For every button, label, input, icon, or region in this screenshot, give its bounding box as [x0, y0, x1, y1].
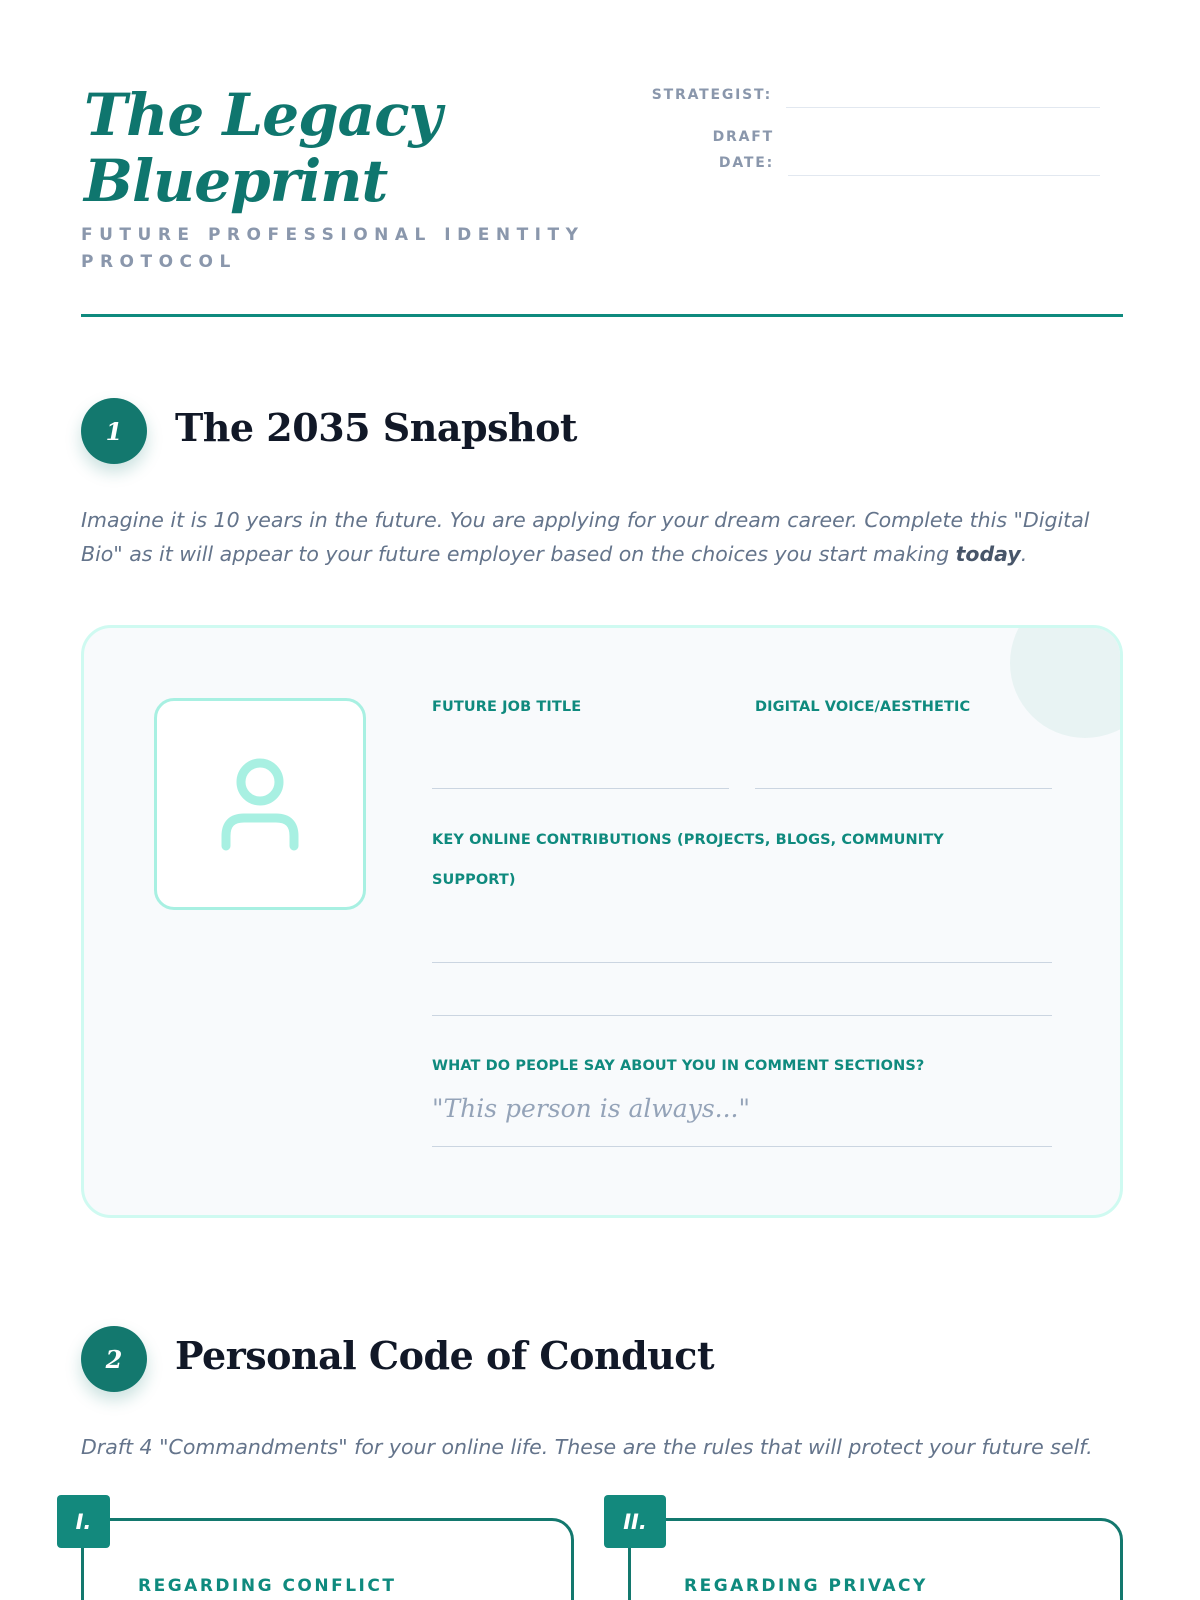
digital-bio-card [81, 625, 1123, 1218]
future-job-title-label: FUTURE JOB TITLE [432, 699, 582, 715]
section-1-intro-end: . [1020, 542, 1028, 566]
digital-voice-field[interactable] [755, 788, 1052, 789]
draft-date-label: DRAFT DATE: [712, 129, 774, 171]
profile-photo-box[interactable] [154, 698, 366, 910]
comments-placeholder: "This person is always..." [432, 1094, 750, 1123]
page-title: The Legacy Blueprint [84, 81, 442, 215]
strategist-row [600, 82, 1100, 108]
section-2-badge: 2 [81, 1326, 147, 1392]
page-subtitle: FUTURE PROFESSIONAL IDENTITY PROTOCOL [81, 225, 585, 272]
contributions-field-line-1[interactable] [432, 962, 1052, 963]
user-icon [220, 756, 300, 852]
section-2-title: Personal Code of Conduct [175, 1333, 714, 1378]
commandment-numeral: II. [604, 1495, 666, 1548]
strategist-field[interactable] [786, 84, 1100, 108]
comments-field[interactable] [432, 1146, 1052, 1147]
strategist-label: STRATEGIST: [651, 87, 772, 103]
comments-label: WHAT DO PEOPLE SAY ABOUT YOU IN COMMENT SECTIONS? [432, 1058, 925, 1074]
draft-date-field[interactable] [788, 152, 1100, 176]
section-2-intro: Draft 4 "Commandments" for your online life. These are the rules that will protect your future self. [81, 1435, 1093, 1459]
card-corner-decoration [1010, 625, 1123, 738]
draft-date-row [600, 124, 1100, 176]
contributions-field-line-2[interactable] [432, 1015, 1052, 1016]
commandment-label-privacy: REGARDING PRIVACY [684, 1576, 928, 1596]
section-1-title: The 2035 Snapshot [175, 405, 577, 450]
header-divider [81, 314, 1123, 317]
future-job-title-field[interactable] [432, 788, 729, 789]
digital-voice-label: DIGITAL VOICE/AESTHETIC [755, 699, 971, 715]
section-1-intro [81, 503, 1131, 571]
contributions-label: KEY ONLINE CONTRIBUTIONS (PROJECTS, BLOGS, COMMUNITY SUPPORT) [432, 832, 944, 888]
commandment-label-conflict: REGARDING CONFLICT [138, 1576, 397, 1596]
section-1-intro-text: Imagine it is 10 years in the future. You are applying for your dream career. Complete this "Digital Bio" as it will appear to your future employer based on the choices you start making [81, 508, 1090, 566]
commandment-numeral: I. [57, 1495, 110, 1548]
section-1-intro-emphasis: today [955, 542, 1021, 566]
section-1-badge: 1 [81, 398, 147, 464]
